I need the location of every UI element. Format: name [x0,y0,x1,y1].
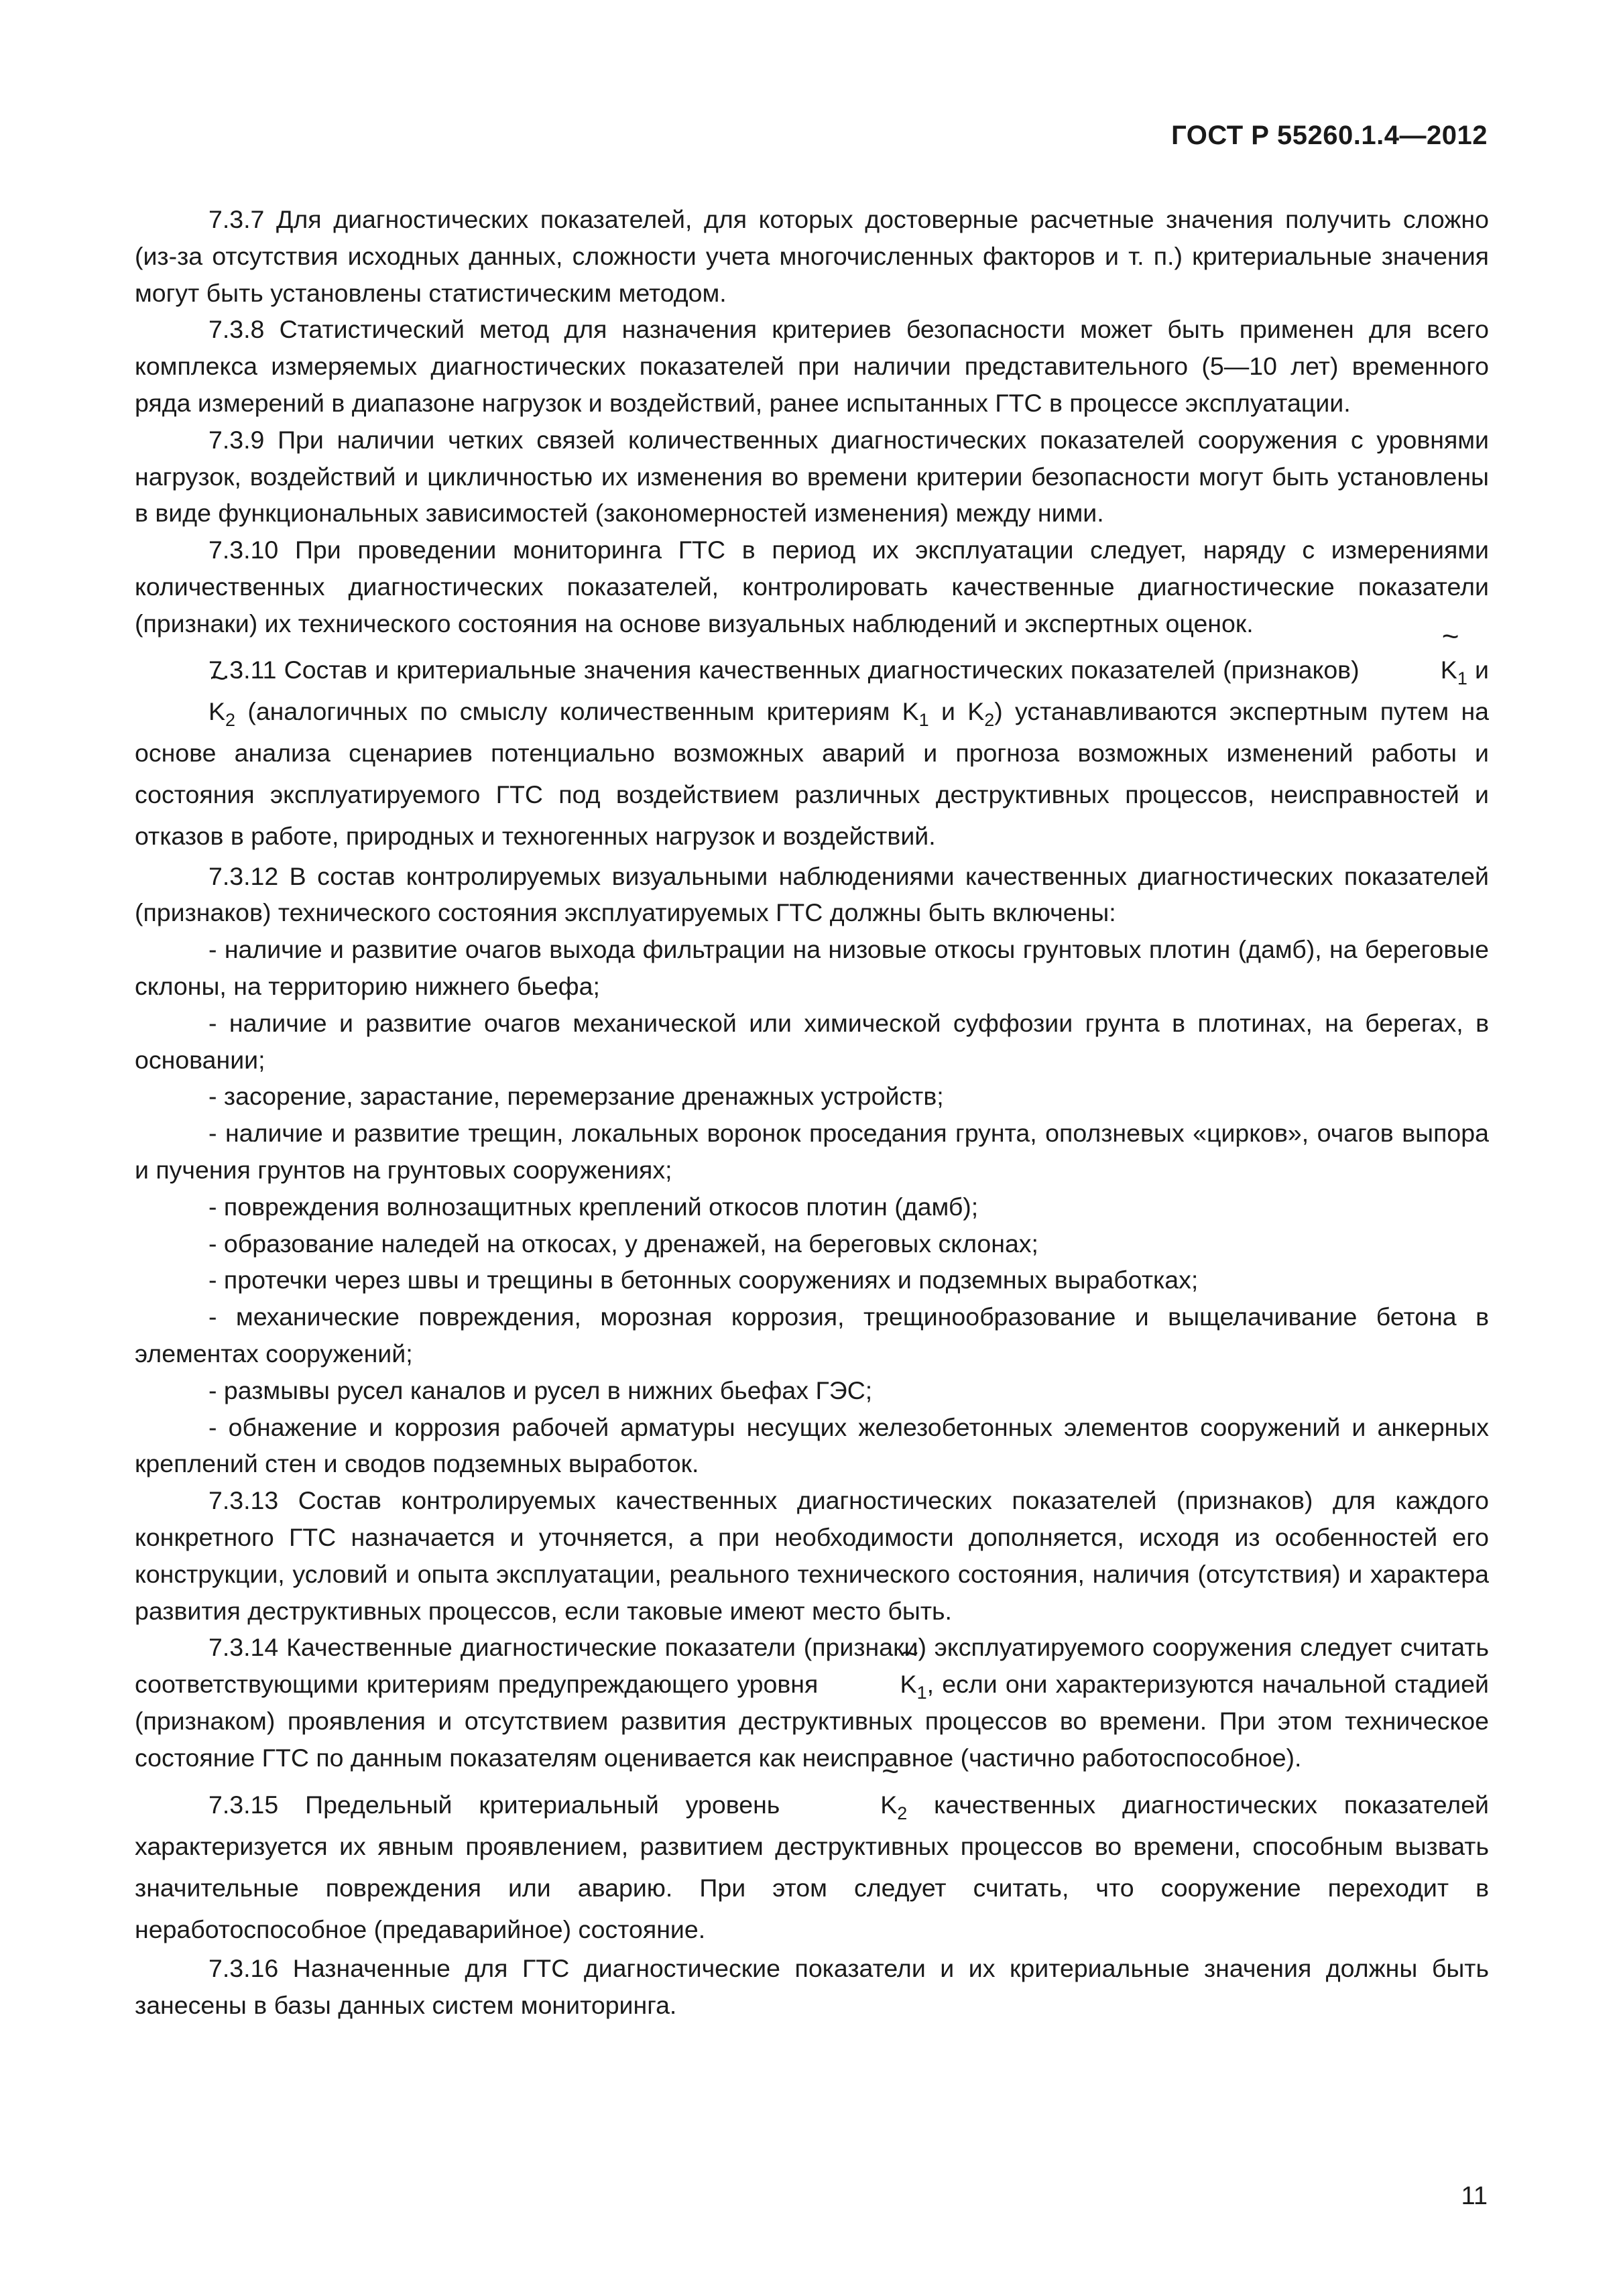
paragraph-7-3-14 [135,1629,1489,1776]
paragraph-7-3-16: 7.3.16 Назначенные для ГТС диагностические показатели и их критериальные значения должны быть занесены в базы данных систем мониторинга. [135,1954,1489,2020]
subscript: 1 [918,709,929,730]
subscript: 1 [916,1683,927,1703]
paragraph-text: и [1467,655,1489,684]
list-item: - протечки через швы и трещины в бетонных сооружениях и подземных выработках; [208,1266,1199,1294]
list-item: - механические повреждения, морозная коррозия, трещинообразование и выщелачивание бетона в элементах сооружений; [135,1303,1489,1368]
subscript: 2 [897,1803,908,1824]
paragraph-7-3-12: 7.3.12 В состав контролируемых визуальными наблюдениями качественных диагностических показателей (признаков) технического состояния эксплуатируемых ГТС должны быть включены: [135,861,1489,927]
k-tilde-symbol: ~ K [827,1666,917,1703]
paragraph-7-3-8: 7.3.8 Статистический метод для назначения критериев безопасности может быть применен для всего комплекса измеряемых диагностических показателей при наличии представительного (5—10 лет) временного ряда измерений в диапазоне нагрузок и воздействий, ранее испытанных ГТС в процессе эксплуатации. [135,315,1489,417]
paragraph-text: 7.3.14 Качественные диагностические показатели (признаки) эксплуатируемого сооружения следует считать соответствующими критериям предупреждающего уровня [135,1633,1489,1699]
list-item: - наличие и развитие очагов механической или химической суффозии грунта в плотинах, на берегах, в основании; [135,1008,1489,1074]
paragraph-7-3-11 [135,649,1489,857]
document-code-header: ГОСТ Р 55260.1.4—2012 [1171,121,1488,150]
paragraph-text: 7.3.15 Предельный критериальный уровень [208,1791,807,1819]
paragraph-text: и K [928,697,985,725]
paragraph-7-3-15 [135,1784,1489,1950]
list-item: - обнажение и коррозия рабочей арматуры несущих железобетонных элементов сооружений и анкерных креплений стен и сводов подземных выработок. [135,1412,1489,1478]
k-tilde-symbol: ~ K [1367,649,1457,690]
subscript: 2 [984,709,995,730]
k-tilde-symbol: ~ K [135,690,225,732]
paragraph-7-3-10: 7.3.10 При проведении мониторинга ГТС в период их эксплуатации следует, наряду с измерениями количественных диагностических показателей, контролировать качественные диагностические показатели (признаки) их технического состояния на основе визуальных наблюдений и экспертных оценок. [135,536,1489,638]
paragraph-text: (аналогичных по смыслу количественным критериям K [235,697,919,725]
list-item: - засорение, зарастание, перемерзание дренажных устройств; [208,1082,944,1111]
paragraph-7-3-7: 7.3.7 Для диагностических показателей, для которых достоверные расчетные значения получить сложно (из-за отсутствия исходных данных, сложности учета многочисленных факторов и т. п.) критериальные значения могут быть установлены статистическим методом. [135,205,1489,307]
subscript: 2 [225,709,236,730]
paragraph-7-3-13: 7.3.13 Состав контролируемых качественных диагностических показателей (признаков) для каждого конкретного ГТС назначается и уточняется, а при необходимости дополняется, исходя из особенностей его конструкции, условий и опыта эксплуатации, реального технического состояния, наличия (отсутствия) и характера развития деструктивных процессов, если таковые имеют место быть. [135,1486,1489,1625]
paragraph-text: качественных диагностических показателей характеризуется их явным проявлением, развитием деструктивных процессов во времени, способным вызвать значительные повреждения или аварию. При этом следует считать, что сооружение переходит в неработоспособное (предаварийное) состояние. [135,1791,1489,1944]
list-item: - наличие и развитие трещин, локальных воронок проседания грунта, оползневых «цирков», очагов выпора и пучения грунтов на грунтовых сооружениях; [135,1119,1489,1184]
paragraph-text: , если они характеризуются начальной стадией (признаком) проявления и отсутствием развития деструктивных процессов во времени. При этом техническое состояние ГТС по данным показателям оценивается как неисправное (частично работоспособное). [135,1670,1489,1772]
list-item: - размывы русел каналов и русел в нижних бьефах ГЭС; [208,1376,873,1404]
list-item: - образование наледей на откосах, у дренажей, на береговых склонах; [208,1229,1038,1258]
paragraph-text: 7.3.11 Состав и критериальные значения качественных диагностических показателей (признаков) [208,655,1367,684]
k-tilde-symbol: ~ K [806,1784,897,1825]
list-item: - повреждения волнозащитных креплений откосов плотин (дамб); [208,1192,979,1221]
paragraph-7-3-9: 7.3.9 При наличии четких связей количественных диагностических показателей сооружения с уровнями нагрузок, воздействий и цикличностью их изменения во времени критерии безопасности могут быть установлены в виде функциональных зависимостей (закономерностей изменения) между ними. [135,425,1489,528]
subscript: 1 [1457,668,1467,688]
document-body [135,201,1489,2024]
page-number: 11 [1461,2182,1488,2210]
visual-indicators-list [135,931,1489,1482]
paragraph-text: ) устанавливаются экспертным путем на основе анализа сценариев потенциально возможных аварий и прогноза возможных изменений работы и состояния эксплуатируемого ГТС под воздействием различных деструктивных процессов, неисправностей и отказов в работе, природных и техногенных нагрузок и воздействий. [135,697,1490,850]
list-item: - наличие и развитие очагов выхода фильтрации на низовые откосы грунтовых плотин (дамб), на береговые склоны, на территорию нижнего бьефа; [135,935,1489,1000]
